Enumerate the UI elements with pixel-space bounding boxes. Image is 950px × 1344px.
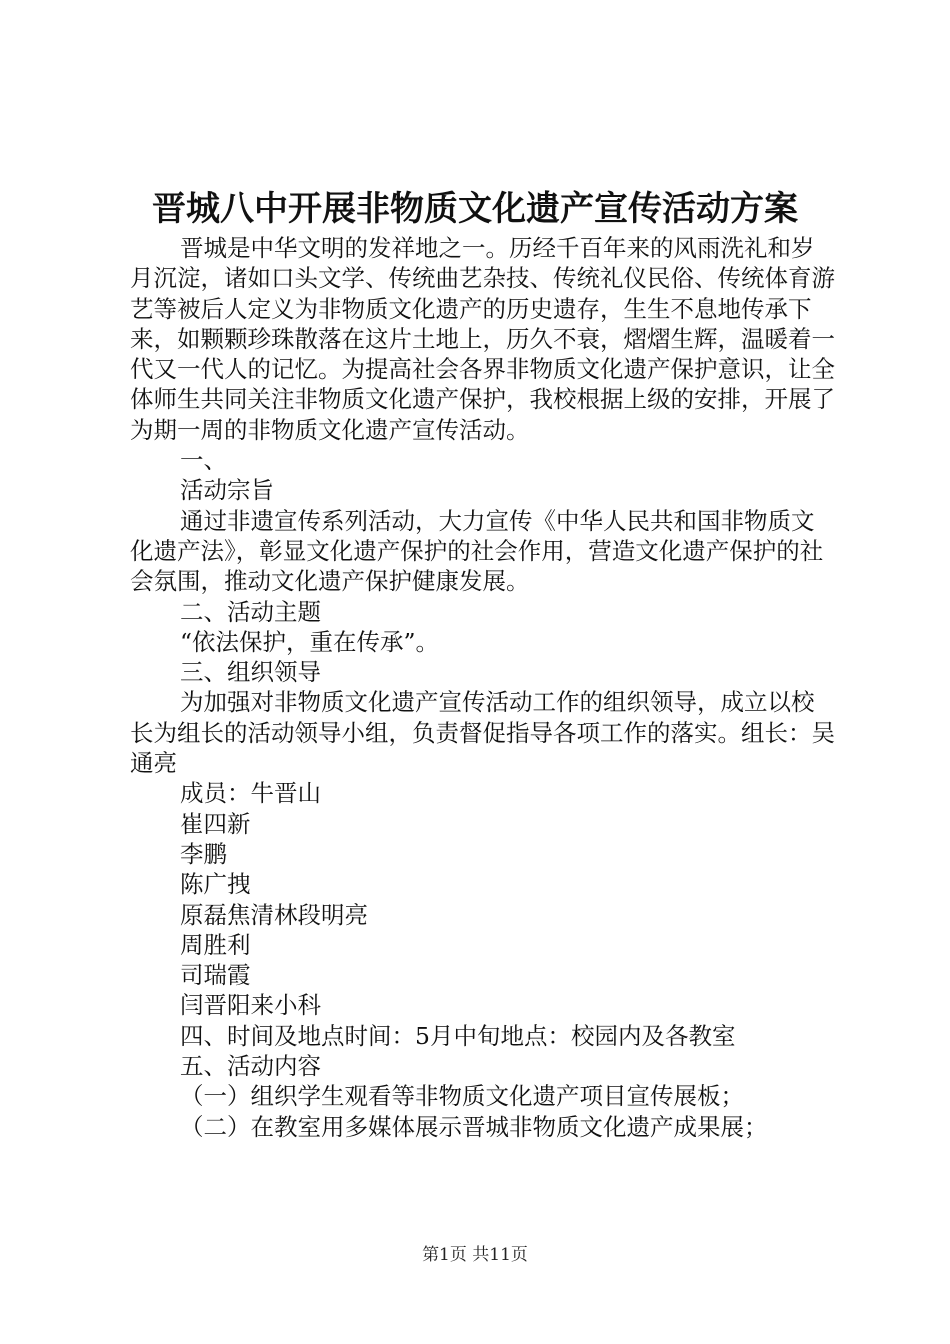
document-title: 晋城八中开展非物质文化遗产宣传活动方案 (152, 189, 798, 229)
member-line: 陈广拽 (180, 870, 251, 899)
member-line: 周胜利 (180, 930, 251, 959)
member-line: 李鹏 (180, 839, 227, 868)
member-line: 原磊焦清林段明亮 (180, 900, 368, 929)
content-item: （一）组织学生观看等非物质文化遗产项目宣传展板； (180, 1082, 744, 1111)
section-heading-organization: 三、组织领导 (180, 658, 321, 687)
document-body (130, 233, 835, 1142)
content-item: （二）在教室用多媒体展示晋城非物质文化遗产成果展； (180, 1112, 768, 1141)
member-line: 闫晋阳来小科 (180, 991, 321, 1020)
paragraph-organization: 为加强对非物质文化遗产宣传活动工作的组织领导，成立以校长为组长的活动领导小组，负责督促指导各项工作的落实。组长：吴通亮 (130, 688, 835, 778)
section-heading-theme: 二、活动主题 (180, 597, 321, 626)
paragraph-intro: 晋城是中华文明的发祥地之一。历经千百年来的风雨洗礼和岁月沉淀，诸如口头文学、传统曲艺杂技、传统礼仪民俗、传统体育游艺等被后人定义为非物质文化遗产的历史遗存，生生不息地传承下来，如颗颗珍珠散落在这片土地上，历久不衰，熠熠生辉，温暖着一代又一代人的记忆。为提高社会各界非物质文化遗产保护意识，让全体师生共同关注非物质文化遗产保护，我校根据上级的安排，开展了为期一周的非物质文化遗产宣传活动。 (130, 234, 835, 444)
section-heading-time-place: 四、时间及地点时间：5月中旬地点：校园内及各教室 (180, 1021, 736, 1050)
member-line: 成员：牛晋山 (180, 779, 321, 808)
member-line: 崔四新 (180, 809, 251, 838)
paragraph-theme: “依法保护，重在传承”。 (180, 627, 440, 656)
section-heading-purpose: 活动宗旨 (180, 476, 274, 505)
paragraph-purpose: 通过非遗宣传系列活动，大力宣传《中华人民共和国非物质文化遗产法》，彰显文化遗产保护的社会作用，营造文化遗产保护的社会氛围，推动文化遗产保护健康发展。 (130, 506, 824, 596)
section-heading-content: 五、活动内容 (180, 1052, 321, 1081)
page-footer: 第1页 共11页 (422, 1245, 528, 1265)
section-number-1: 一、 (180, 446, 227, 475)
member-line: 司瑞霞 (180, 961, 251, 990)
